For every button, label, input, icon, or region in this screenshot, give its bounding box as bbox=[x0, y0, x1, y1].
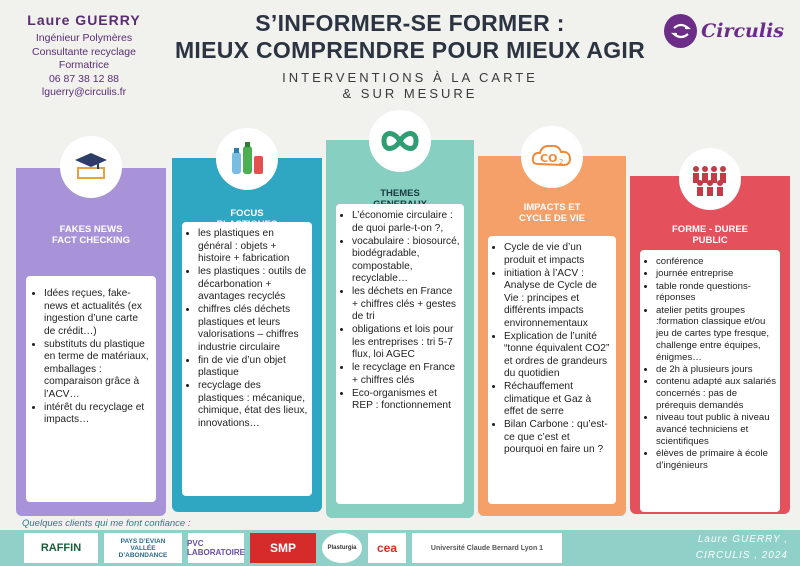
column-impacts-cycle-de-vie bbox=[478, 152, 626, 516]
list-item: • recyclage des plastiques : mécanique, chimique, état des lieux, innovations… bbox=[198, 380, 308, 430]
column-heading: FOCUS bbox=[230, 208, 264, 219]
list-item: • de 2h à plusieurs jours bbox=[656, 364, 776, 376]
list-item: • Explication de l’unité “tonne équivalent CO2” et ordres de grandeurs du quotidien bbox=[504, 331, 612, 381]
column-body bbox=[26, 276, 156, 502]
topic-list bbox=[640, 256, 776, 472]
list-item: • intérêt du recyclage et impacts… bbox=[44, 402, 150, 427]
list-item: • conférence bbox=[656, 256, 776, 268]
contact-role: Consultante recyclage bbox=[32, 45, 136, 58]
column-heading: FAKES NEWS FACT CHECKING bbox=[51, 224, 131, 246]
list-item: • fin de vie d’un objet plastique bbox=[198, 355, 308, 380]
credit-company-year: CIRCULIS , 2024 bbox=[695, 550, 788, 561]
contact-role-2: Formatrice bbox=[58, 59, 110, 71]
contact-block bbox=[20, 12, 148, 100]
contact-name: Laure GUERRY bbox=[27, 12, 141, 28]
client-logo-evian: PAYS D’EVIAN VALLÉE D’ABONDANCE bbox=[104, 533, 182, 563]
topic-list bbox=[336, 210, 460, 413]
infinity-loop-icon bbox=[369, 110, 431, 172]
column-forme-duree-public bbox=[630, 176, 790, 514]
column-body bbox=[336, 204, 464, 504]
list-item: • atelier petits groupes :formation classique et/ou jeu de cartes type fresque, challenge entre équipes, énigmes… bbox=[656, 305, 776, 364]
client-logo-plasturgia: Plasturgia bbox=[322, 533, 362, 563]
credit bbox=[696, 532, 788, 564]
list-item: • les déchets en France + chiffres clés + gestes de tri bbox=[352, 286, 460, 324]
contact-phone[interactable]: 06 87 38 12 88 bbox=[48, 72, 120, 85]
credit-author: Laure GUERRY , bbox=[697, 534, 788, 545]
column-themes-generaux bbox=[326, 140, 474, 518]
topic-list bbox=[488, 242, 612, 457]
column-body bbox=[182, 222, 312, 496]
svg-text:CO: CO bbox=[540, 152, 558, 165]
list-item: • Idées reçues, fake-news et actualités (ex ingestion d’une carte de crédit…) bbox=[44, 288, 150, 338]
column-heading: IMPACTS ET CYCLE DE VIE bbox=[519, 202, 585, 224]
circulis-logo-icon bbox=[664, 14, 697, 48]
list-item: • les plastiques : outils de décarbonation + avantages recyclés bbox=[198, 266, 308, 304]
list-item: • contenu adapté aux salariés concernés : pas de prérequis demandés bbox=[656, 376, 776, 411]
column-focus-plastiques bbox=[172, 158, 322, 512]
client-logo-smp: SMP bbox=[250, 533, 316, 563]
book-graduation-icon bbox=[60, 136, 122, 198]
list-item: • chiffres clés déchets plastiques et leurs valorisations – chiffres industrie circulaire bbox=[198, 304, 308, 354]
list-item: • les plastiques en général : objets + histoire + fabrication bbox=[198, 228, 308, 266]
co2-icon bbox=[521, 126, 583, 188]
audience-group-icon bbox=[679, 148, 741, 210]
list-item: • obligations et lois pour les entreprises : tri 5-7 flux, loi AGEC bbox=[352, 324, 460, 362]
list-item: • élèves de primaire à école d’ingénieurs bbox=[656, 448, 776, 472]
client-logo-raffin: RAFFIN bbox=[24, 533, 98, 563]
list-item: • le recyclage en France + chiffres clés bbox=[352, 362, 460, 387]
client-logo-cea: cea bbox=[368, 533, 406, 563]
list-item: • substituts du plastique en terme de matériaux, emballages : comparaison grâce à l’ACV… bbox=[44, 339, 150, 402]
subtitle-line-1: INTERVENTIONS À LA CARTE bbox=[282, 70, 538, 85]
list-item: • Bilan Carbone : qu’est-ce que c’est et pourquoi en faire un ? bbox=[504, 419, 612, 457]
list-item: • niveau tout public à niveau avancé techniciens et scientifiques bbox=[656, 412, 776, 447]
contact-email[interactable]: lguerry@circulis.fr bbox=[41, 86, 127, 98]
column-heading: FORME - DUREE PUBLIC bbox=[672, 224, 748, 246]
title-line-2: MIEUX COMPRENDRE POUR MIEUX AGIR bbox=[174, 37, 646, 63]
circulis-logo bbox=[664, 14, 784, 48]
contact-title: Ingénieur Polymères bbox=[35, 32, 133, 44]
column-heading: THEMES bbox=[380, 188, 420, 199]
list-item: • initiation à l’ACV : Analyse de Cycle de Vie : principes et différents impacts environnementaux bbox=[504, 268, 612, 331]
list-item: • vocabulaire : biosourcé, biodégradable, compostable, recyclable… bbox=[352, 236, 460, 286]
column-body bbox=[640, 250, 780, 512]
logo-wordmark: Circulis bbox=[701, 20, 784, 42]
clients-label: Quelques clients qui me font confiance : bbox=[22, 518, 191, 529]
list-item: • Eco-organismes et REP : fonctionnement bbox=[352, 388, 460, 413]
svg-text:2: 2 bbox=[559, 158, 564, 166]
subtitle-line-2: & SUR MESURE bbox=[342, 86, 478, 101]
column-fake-news bbox=[16, 168, 166, 516]
title-line-1: S’INFORMER-SE FORMER : bbox=[255, 10, 565, 36]
page-title bbox=[150, 10, 670, 102]
list-item: • Réchauffement climatique et Gaz à effet de serre bbox=[504, 381, 612, 419]
client-logo-pvc: PVC LABORATOIRE bbox=[188, 533, 244, 563]
list-item: • journée entreprise bbox=[656, 268, 776, 280]
topic-list bbox=[182, 228, 308, 430]
list-item: • L’économie circulaire : de quoi parle-t-on ?, bbox=[352, 210, 460, 235]
column-body bbox=[488, 236, 616, 504]
list-item: • Cycle de vie d’un produit et impacts bbox=[504, 242, 612, 267]
list-item: • table ronde questions-réponses bbox=[656, 281, 776, 305]
client-logo-lyon1: Université Claude Bernard Lyon 1 bbox=[412, 533, 562, 563]
topic-list bbox=[28, 288, 150, 427]
plastic-bottles-icon bbox=[216, 128, 278, 190]
client-logos bbox=[24, 532, 562, 564]
